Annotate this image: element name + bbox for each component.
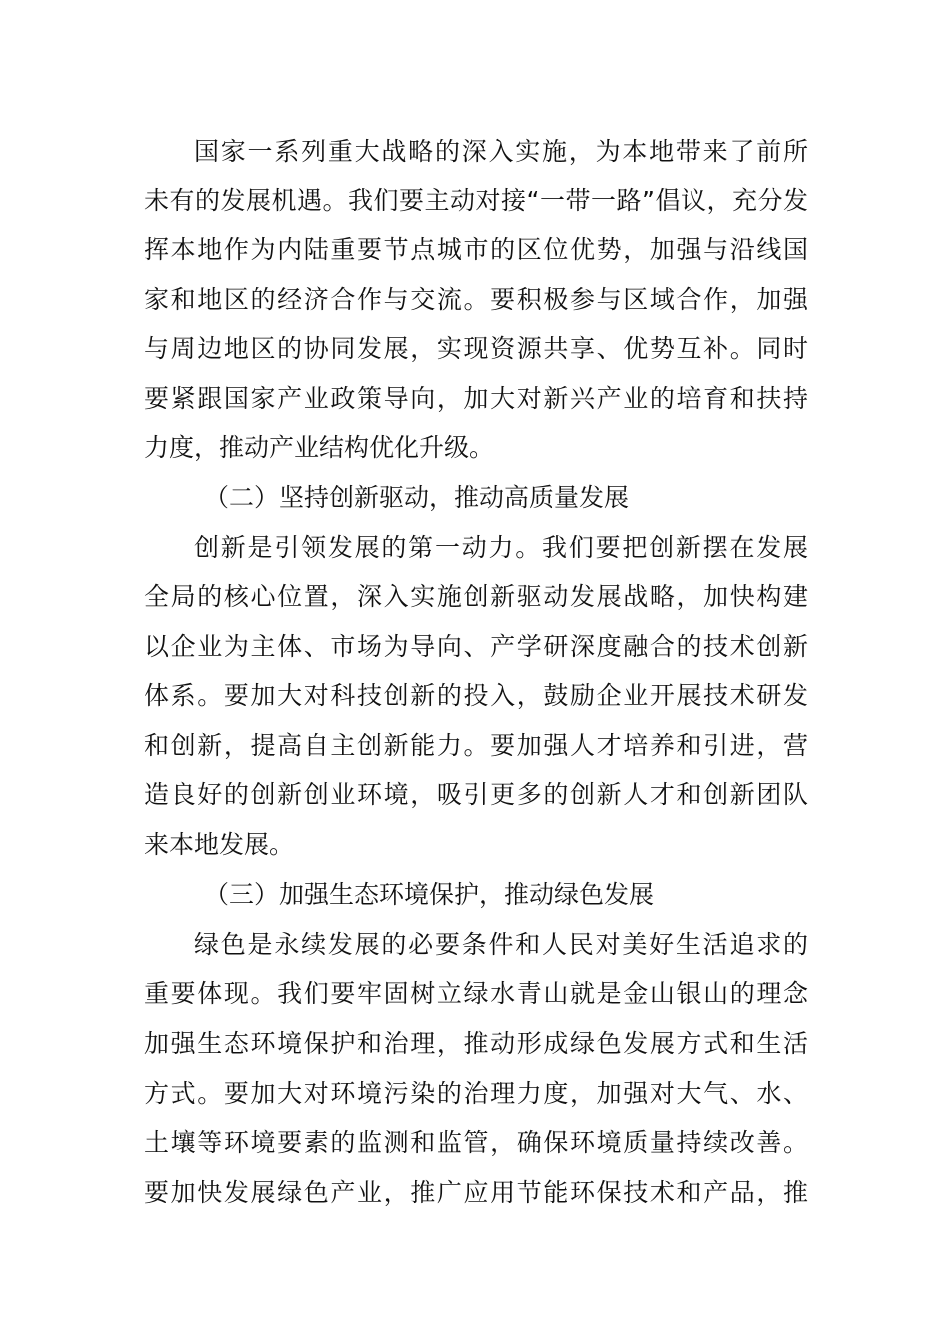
section-heading-2: （二）坚持创新驱动，推动高质量发展 <box>204 483 630 512</box>
section-heading-3: （三）加强生态环境保护，推动绿色发展 <box>204 880 655 909</box>
paragraph-1-line-6: 要紧跟国家产业政策导向，加大对新兴产业的培育和扶持 <box>144 384 808 413</box>
paragraph-3-line-4: 方式。要加大对环境污染的治理力度，加强对大气、水、 <box>144 1079 808 1108</box>
paragraph-2-line-3: 以企业为主体、市场为导向、产学研深度融合的技术创新 <box>144 632 808 661</box>
paragraph-2-line-6: 造良好的创新创业环境，吸引更多的创新人才和创新团队 <box>144 780 808 809</box>
paragraph-3-line-5: 土壤等环境要素的监测和监管，确保环境质量持续改善。 <box>144 1128 808 1157</box>
paragraph-2-line-1: 创新是引领发展的第一动力。我们要把创新摆在发展 <box>194 533 808 562</box>
paragraph-3-line-3: 加强生态环境保护和治理，推动形成绿色发展方式和生活 <box>144 1029 808 1058</box>
paragraph-1-line-5: 与周边地区的协同发展，实现资源共享、优势互补。同时 <box>144 334 808 363</box>
paragraph-2-line-2: 全局的核心位置，深入实施创新驱动发展战略，加快构建 <box>144 582 808 611</box>
paragraph-3-line-2: 重要体现。我们要牢固树立绿水青山就是金山银山的理念 <box>144 979 808 1008</box>
paragraph-1-line-1: 国家一系列重大战略的深入实施，为本地带来了前所 <box>194 137 808 166</box>
paragraph-1-line-4: 家和地区的经济合作与交流。要积极参与区域合作，加强 <box>144 285 808 314</box>
paragraph-2-line-5: 和创新，提高自主创新能力。要加强人才培养和引进，营 <box>144 731 808 760</box>
paragraph-2-line-4: 体系。要加大对科技创新的投入，鼓励企业开展技术研发 <box>144 681 808 710</box>
paragraph-1-line-2: 未有的发展机遇。我们要主动对接“一带一路”倡议，充分发 <box>144 186 808 215</box>
paragraph-3-line-1: 绿色是永续发展的必要条件和人民对美好生活追求的 <box>194 930 808 959</box>
paragraph-2-line-7: 来本地发展。 <box>144 830 295 859</box>
paragraph-1-line-3: 挥本地作为内陆重要节点城市的区位优势，加强与沿线国 <box>144 235 808 264</box>
paragraph-3-line-6: 要加快发展绿色产业，推广应用节能环保技术和产品，推 <box>144 1178 808 1207</box>
paragraph-1-line-7: 力度，推动产业结构优化升级。 <box>144 433 495 462</box>
